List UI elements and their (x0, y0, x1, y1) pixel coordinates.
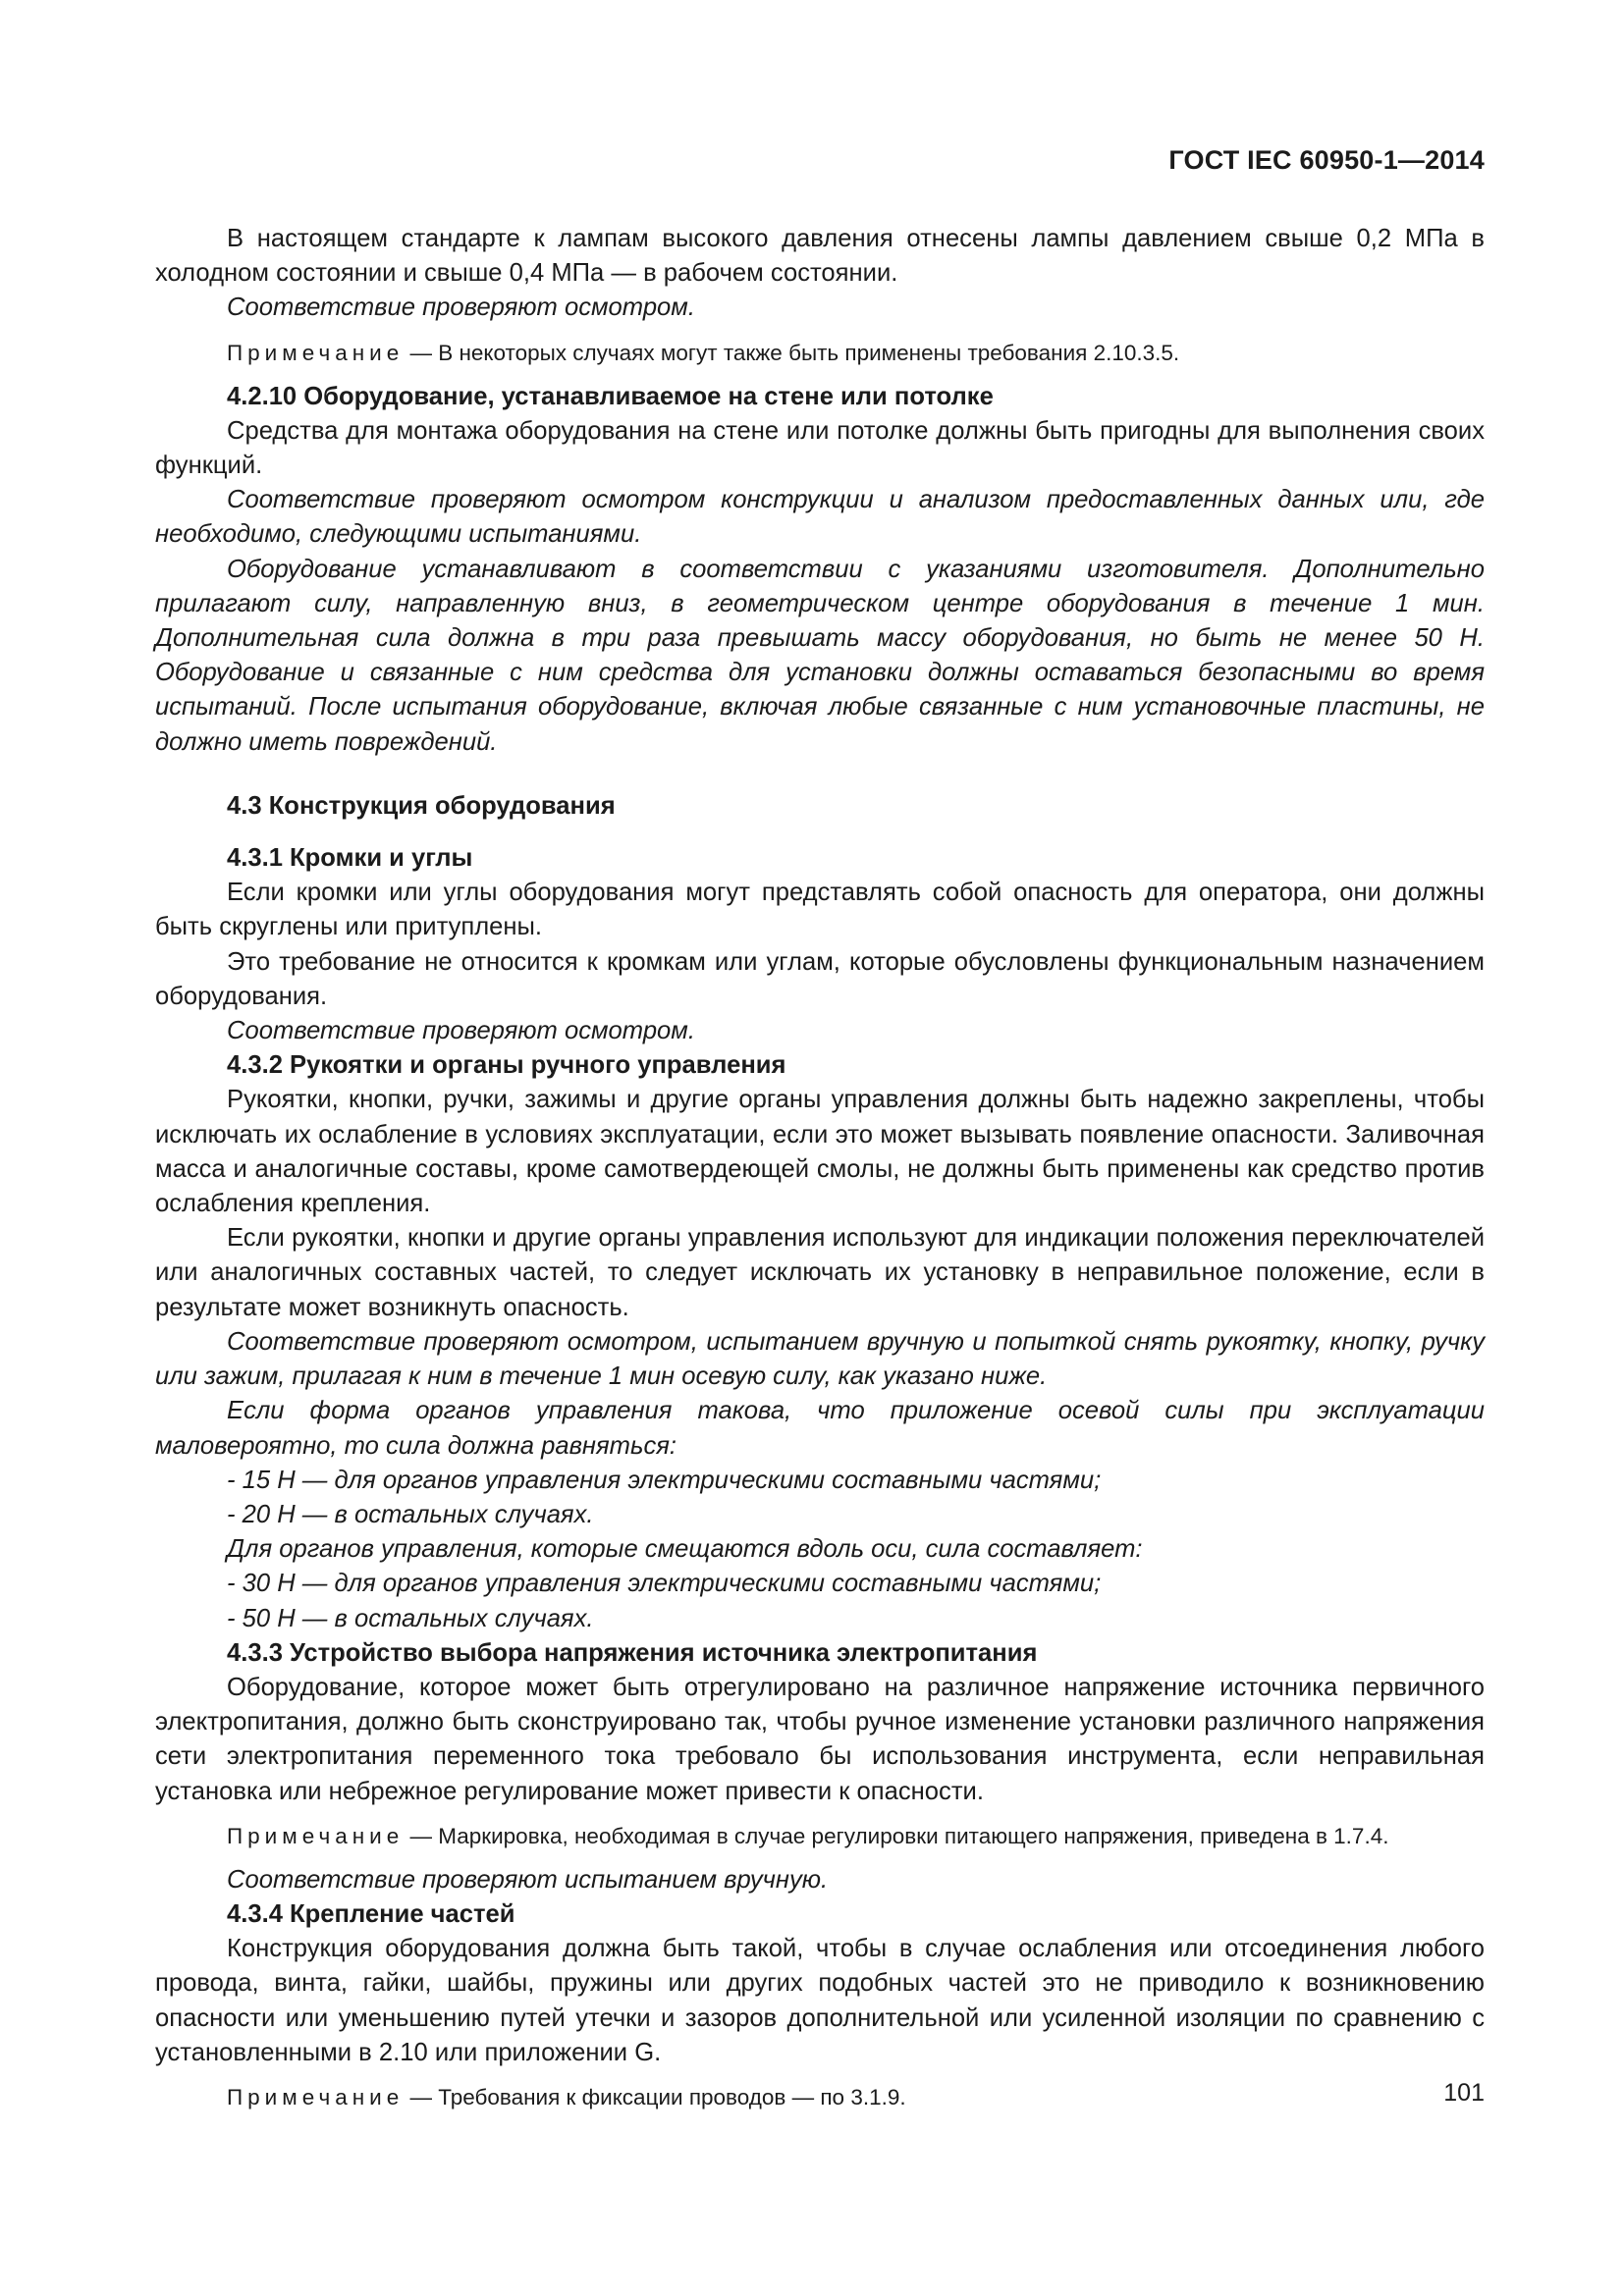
paragraph: Если рукоятки, кнопки и другие органы управления используют для индикации положения переключателей или аналогичных составных частей, то следует исключать их установку в неправильное положение, если в результате может возникнуть опасность. (155, 1224, 1485, 1321)
paragraph: Оборудование, которое может быть отрегулировано на различное напряжение источника первичного электропитания, должно быть сконструировано так, чтобы ручное изменение установки различного напряжения сети электропитания переменного тока требовало бы использования инструмента, если неправильная установка или небрежное регулирование может привести к опасности. (155, 1673, 1485, 1805)
section-heading-4-2-10: 4.2.10 Оборудование, устанавливаемое на стене или потолке (227, 382, 994, 410)
note-label: Примечание (227, 1823, 405, 1848)
note-label: Примечание (227, 2084, 405, 2109)
standard-header: ГОСТ IEC 60950-1—2014 (1168, 145, 1485, 175)
paragraph: Это требование не относится к кромкам или углам, которые обусловлены функциональным назначением оборудования. (155, 947, 1485, 1010)
list-item: - 30 Н — для органов управления электрическими составными частями; (227, 1570, 1102, 1598)
note (155, 2080, 1485, 2114)
compliance-text: Соответствие проверяют осмотром. (227, 294, 695, 322)
paragraph: Средства для монтажа оборудования на стене или потолке должны быть пригодны для выполнения своих функций. (155, 416, 1485, 480)
note (155, 336, 1485, 370)
paragraph: В настоящем стандарте к лампам высокого давления отнесены лампы давлением свыше 0,2 МПа в холодном состоянии и свыше 0,4 МПа — в рабочем состоянии. (155, 225, 1485, 288)
paragraph: Если кромки или углы оборудования могут представлять собой опасность для оператора, они должны быть скруглены или притуплены. (155, 879, 1485, 941)
section-heading-4-3: 4.3 Конструкция оборудования (227, 791, 616, 820)
compliance-text: Соответствие проверяют испытанием вручную. (227, 1865, 829, 1894)
paragraph: Если форма органов управления такова, что приложение осевой силы при эксплуатации маловероятно, то сила должна равняться: (155, 1397, 1485, 1460)
section-heading-4-3-3: 4.3.3 Устройство выбора напряжения источника электропитания (227, 1638, 1038, 1667)
note-text: — Требования к фиксации проводов — по 3.1.9. (404, 2084, 906, 2109)
note-label: Примечание (227, 340, 405, 365)
list-item: - 20 Н — в остальных случаях. (227, 1500, 594, 1528)
compliance-text: Соответствие проверяют осмотром, испытанием вручную и попыткой снять рукоятку, кнопку, ручку или зажим, прилагая к ним в течение 1 мин осевую силу, как указано ниже. (155, 1327, 1485, 1391)
document-page (155, 0, 1485, 2296)
compliance-text: Соответствие проверяют осмотром конструкции и анализом предоставленных данных или, где необходимо, следующими испытаниями. (155, 486, 1485, 549)
paragraph: Конструкция оборудования должна быть такой, чтобы в случае ослабления или отсоединения любого провода, винта, гайки, шайбы, пружины или других подобных частей это не приводило к возникновению опасности или уменьшению путей утечки и зазоров дополнительной или усиленной изоляции по сравнению с установленными в 2.10 или приложении G. (155, 1935, 1485, 2066)
paragraph: Рукоятки, кнопки, ручки, зажимы и другие органы управления должны быть надежно закреплены, чтобы исключать их ослабление в условиях эксплуатации, если это может вызывать появление опасности. Заливочная масса и аналогичные составы, кроме самотвердеющей смолы, не должны быть применены как средство против ослабления крепления. (155, 1086, 1485, 1218)
compliance-text: Соответствие проверяют осмотром. (227, 1017, 695, 1045)
section-heading-4-3-2: 4.3.2 Рукоятки и органы ручного управления (227, 1051, 786, 1080)
test-procedure-text: Оборудование устанавливают в соответствии с указаниями изготовителя. Дополнительно прилагают силу, направленную вниз, в геометрическом центре оборудования в течение 1 мин. Дополнительная сила должна в три раза превышать массу оборудования, но быть не менее 50 Н. Оборудование и связанные с ним средства для установки должны оставаться безопасными во время испытаний. После испытания оборудование, включая любые связанные с ним установочные пластины, не должно иметь повреждений. (155, 555, 1485, 756)
note-text: — В некоторых случаях могут также быть применены требования 2.10.3.5. (404, 340, 1180, 365)
list-item: Для органов управления, которые смещаются вдоль оси, сила составляет: (227, 1535, 1143, 1564)
note (155, 1819, 1485, 1853)
note-text: — Маркировка, необходимая в случае регулировки питающего напряжения, приведена в 1.7.4. (404, 1823, 1389, 1848)
page-number: 101 (1443, 2079, 1485, 2107)
section-heading-4-3-4: 4.3.4 Крепление частей (227, 1899, 515, 1928)
list-item: - 50 Н — в остальных случаях. (227, 1604, 594, 1632)
list-item: - 15 Н — для органов управления электрическими составными частями; (227, 1466, 1102, 1494)
document-body (155, 222, 1485, 2114)
section-heading-4-3-1: 4.3.1 Кромки и углы (227, 844, 473, 873)
